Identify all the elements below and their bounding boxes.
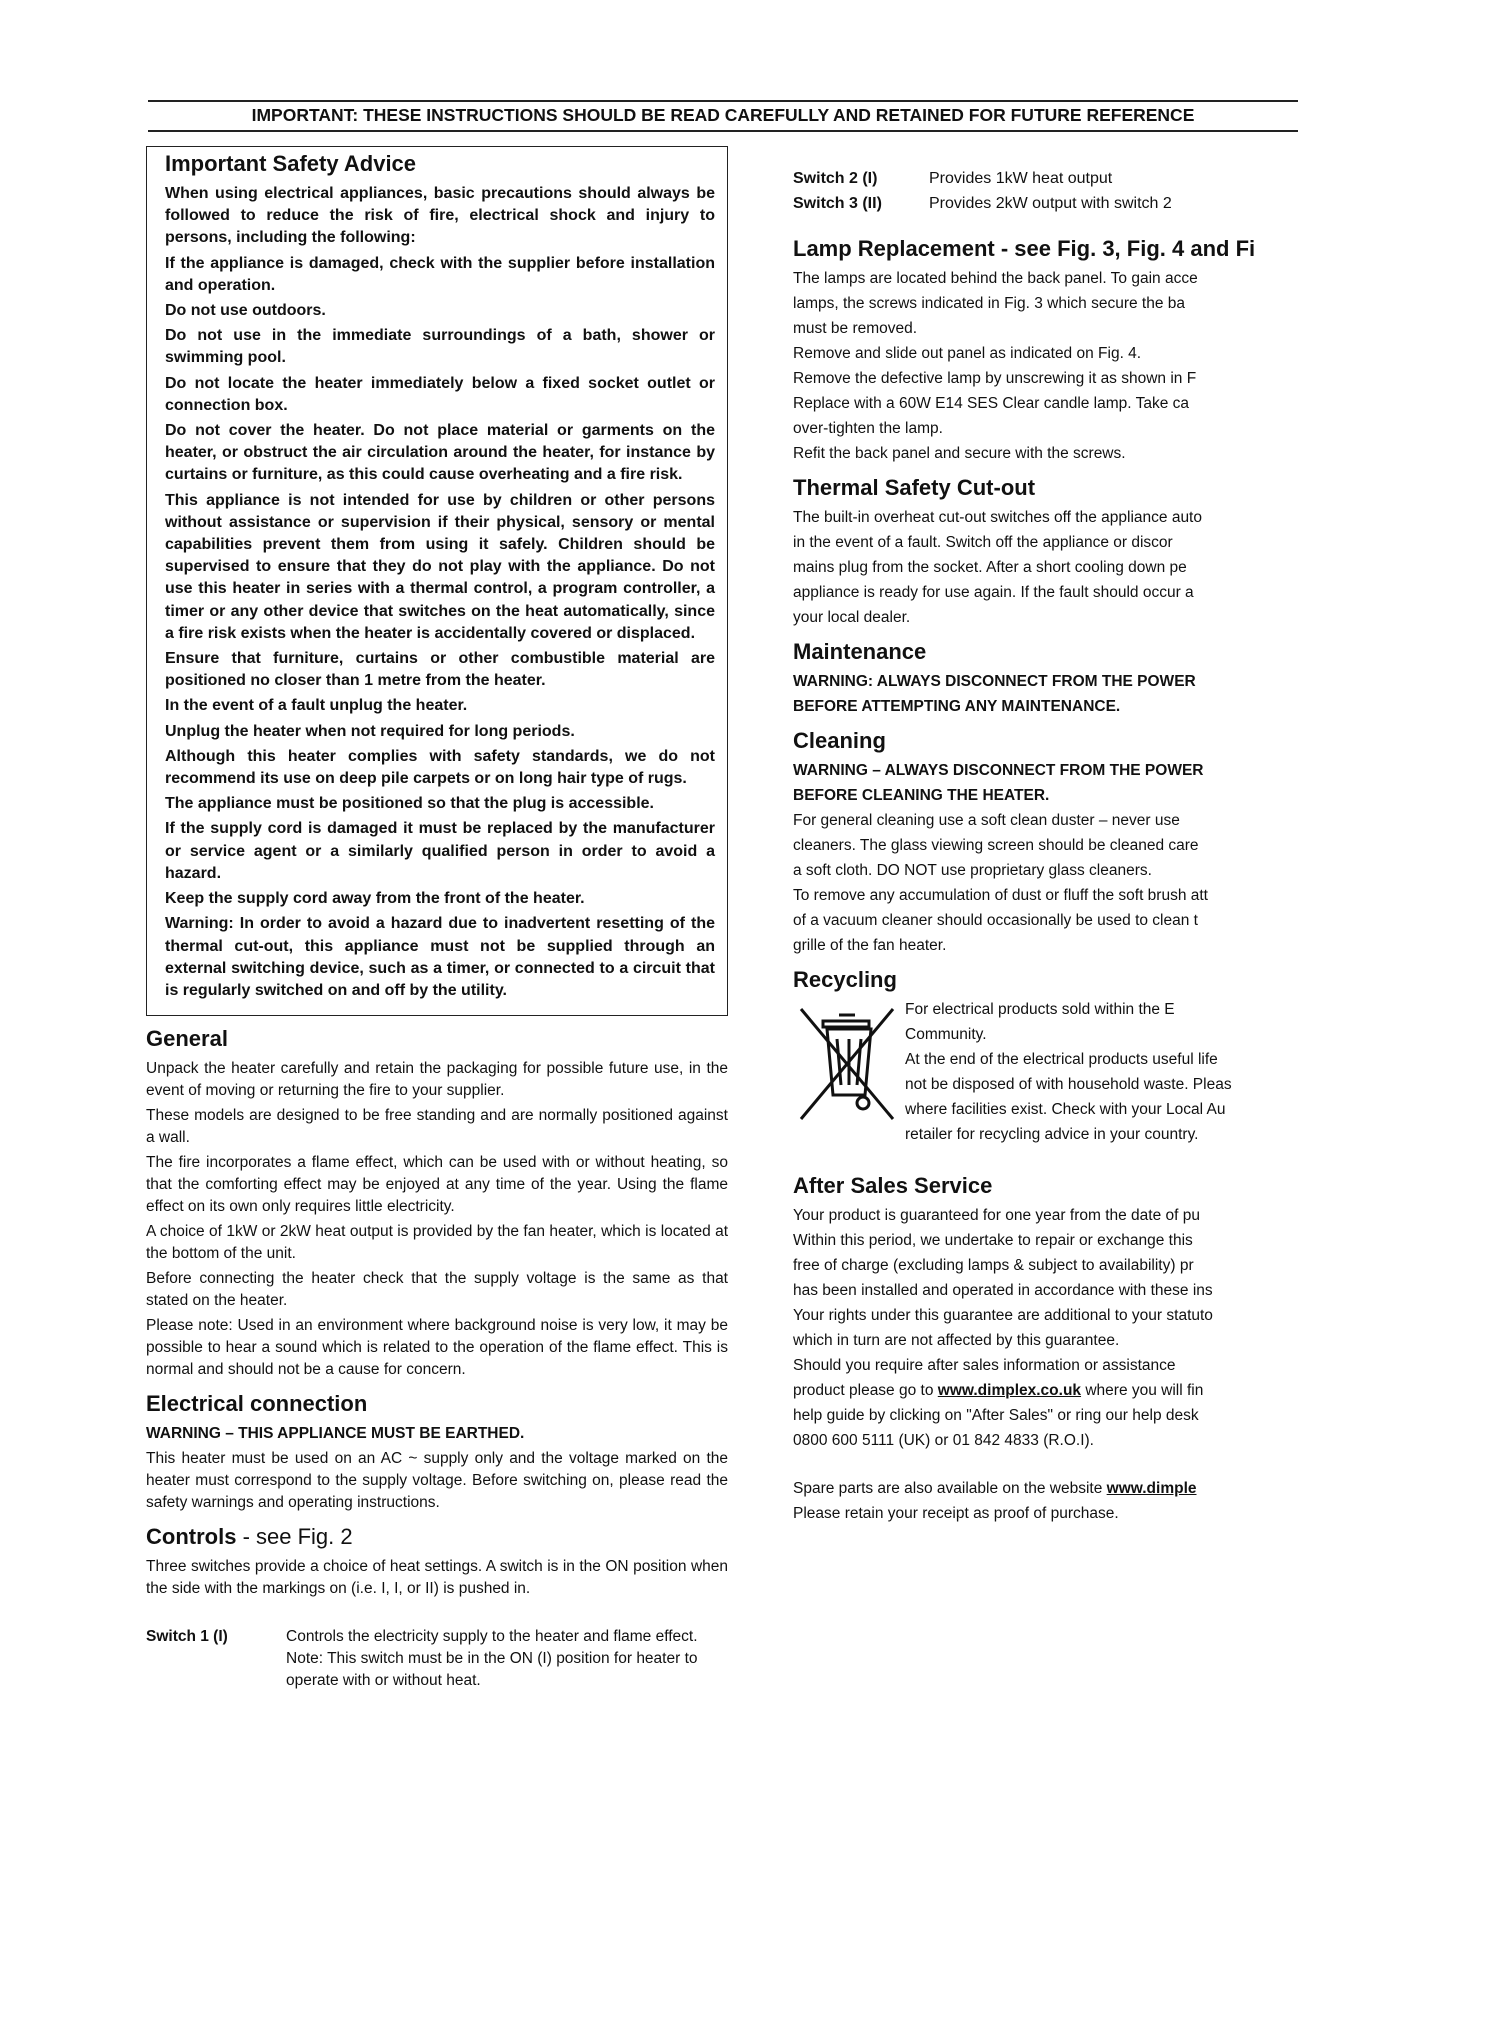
thermal-line: your local dealer.: [793, 609, 911, 626]
cleaning-title: Cleaning: [793, 728, 886, 753]
right-column: [793, 166, 1299, 1528]
recycling-line: Community.: [905, 1026, 987, 1043]
recycling-line: where facilities exist. Check with your Local Au: [905, 1101, 1226, 1118]
switch-1-text: Controls the electricity supply to the heater and flame effect. Note: This switch must be in the ON (I) position for heater to operate with or without heat.: [286, 1628, 698, 1690]
cleaning-warning: WARNING – ALWAYS DISCONNECT FROM THE POWER: [793, 762, 1204, 779]
thermal-line: in the event of a fault. Switch off the appliance or discor: [793, 534, 1173, 551]
spare-parts-line: Spare parts are also available on the website www.dimple: [793, 1480, 1197, 1497]
recycling-line: At the end of the electrical products useful life: [905, 1051, 1218, 1068]
after-sales-line: Within this period, we undertake to repair or exchange this: [793, 1232, 1193, 1249]
thermal-line: The built-in overheat cut-out switches off the appliance auto: [793, 509, 1202, 526]
switch-2-row: [793, 166, 1299, 191]
safety-paragraph: Ensure that furniture, curtains or other combustible material are positioned no closer than 1 metre from the heater.: [165, 650, 715, 690]
general-title: General: [146, 1026, 228, 1052]
after-sales-line: Should you require after sales information or assistance: [793, 1357, 1176, 1374]
after-sales-line: Your product is guaranteed for one year from the date of pu: [793, 1207, 1200, 1224]
controls-title: Controls - see Fig. 2: [146, 1524, 353, 1550]
after-sales-line: has been installed and operated in accordance with these ins: [793, 1282, 1213, 1299]
switch-3-row: [793, 191, 1299, 216]
safety-paragraph: The appliance must be positioned so that the plug is accessible.: [165, 795, 654, 813]
switch-3-text: Provides 2kW output with switch 2: [929, 195, 1172, 212]
maintenance-warning: BEFORE ATTEMPTING ANY MAINTENANCE.: [793, 698, 1121, 715]
dimplex-link[interactable]: www.dimplex.co.uk: [937, 1382, 1082, 1399]
general-paragraph: A choice of 1kW or 2kW heat output is provided by the fan heater, which is located at the bottom of the unit.: [146, 1223, 728, 1263]
safety-paragraph: Do not cover the heater. Do not place material or garments on the heater, or obstruct the air circulation around the heater, for instance by curtains or furniture, as this could cause overheating and a fire risk.: [165, 422, 715, 484]
cleaning-warning: BEFORE CLEANING THE HEATER.: [793, 787, 1050, 804]
safety-advice-box: [146, 146, 728, 1016]
safety-paragraph: If the supply cord is damaged it must be replaced by the manufacturer or service agent or a similarly qualified person in order to avoid a hazard.: [165, 820, 715, 882]
safety-paragraph: Do not use outdoors.: [165, 302, 326, 320]
electrical-warning: WARNING – THIS APPLIANCE MUST BE EARTHED.: [146, 1425, 525, 1443]
after-sales-line: help guide by clicking on "After Sales" or ring our help desk: [793, 1407, 1199, 1424]
cleaning-line: cleaners. The glass viewing screen should be cleaned care: [793, 837, 1199, 854]
general-paragraph: These models are designed to be free standing and are normally positioned against a wall.: [146, 1107, 728, 1147]
general-paragraph: The fire incorporates a flame effect, which can be used with or without heating, so that the comforting effect may be enjoyed at any time of the year. Using the flame effect on its own only requires little electricity.: [146, 1154, 728, 1216]
electrical-title: Electrical connection: [146, 1391, 368, 1417]
lamp-line: Refit the back panel and secure with the screws.: [793, 445, 1126, 462]
switch-1-row: [146, 1626, 728, 1692]
lamp-line: must be removed.: [793, 320, 918, 337]
thermal-line: appliance is ready for use again. If the fault should occur a: [793, 584, 1194, 601]
switch-1-label: Switch 1 (I): [146, 1628, 228, 1646]
maintenance-warning: WARNING: ALWAYS DISCONNECT FROM THE POWER: [793, 673, 1196, 690]
general-paragraph: Unpack the heater carefully and retain the packaging for possible future use, in the event of moving or returning the fire to your supplier.: [146, 1060, 728, 1100]
left-column: [146, 146, 728, 1692]
safety-paragraph: Warning: In order to avoid a hazard due to inadvertent resetting of the thermal cut-out, this appliance must not be supplied through an external switching device, such as a timer, or connected to a circuit that is regularly switched on and off by the utility.: [165, 915, 715, 999]
maintenance-title: Maintenance: [793, 639, 927, 664]
lamp-line: lamps, the screws indicated in Fig. 3 which secure the ba: [793, 295, 1185, 312]
lamp-title: Lamp Replacement - see Fig. 3, Fig. 4 and Fi: [793, 236, 1256, 261]
after-sales-line: free of charge (excluding lamps & subject to availability) pr: [793, 1257, 1194, 1274]
after-sales-link-line: product please go to www.dimplex.co.uk where you will fin: [793, 1382, 1204, 1399]
lamp-line: over-tighten the lamp.: [793, 420, 943, 437]
safety-paragraph: Unplug the heater when not required for long periods.: [165, 722, 575, 740]
recycling-line: retailer for recycling advice in your country.: [905, 1126, 1199, 1143]
recycling-title: Recycling: [793, 967, 897, 992]
page-header: IMPORTANT: THESE INSTRUCTIONS SHOULD BE READ CAREFULLY AND RETAINED FOR FUTURE REFERENCE: [148, 100, 1298, 132]
safety-paragraph: When using electrical appliances, basic precautions should always be followed to reduce the risk of fire, electrical shock and injury to persons, including the following:: [165, 185, 715, 247]
cleaning-line: To remove any accumulation of dust or fluff the soft brush att: [793, 887, 1208, 904]
recycling-line: not be disposed of with household waste. Pleas: [905, 1076, 1232, 1093]
safety-paragraph: Do not locate the heater immediately below a fixed socket outlet or connection box.: [165, 374, 715, 414]
safety-advice-title: Important Safety Advice: [165, 151, 417, 176]
after-sales-line: which in turn are not affected by this guarantee.: [793, 1332, 1120, 1349]
switch-2-text: Provides 1kW heat output: [929, 170, 1113, 187]
safety-paragraph: This appliance is not intended for use by children or other persons without assistance or supervision if their physical, sensory or mental capabilities prevent them from using it safely. Children should be supervised to ensure that they do not play with the appliance. Do not use this heater in series with a thermal control, a program controller, a timer or any other device that switches on the heat automatically, since a fire risk exists when the heater is accidentally covered or displaced.: [165, 491, 715, 642]
spare-parts-link[interactable]: www.dimple: [1106, 1480, 1197, 1497]
controls-text: Three switches provide a choice of heat settings. A switch is in the ON position when the side with the markings on (i.e. I, I, or II) is pushed in.: [146, 1558, 728, 1598]
switch-2-label: Switch 2 (I): [793, 170, 878, 187]
lamp-line: The lamps are located behind the back panel. To gain acce: [793, 270, 1198, 287]
cleaning-line: a soft cloth. DO NOT use proprietary glass cleaners.: [793, 862, 1152, 879]
recycling-line: For electrical products sold within the E: [905, 1001, 1175, 1018]
general-paragraph: Before connecting the heater check that the supply voltage is the same as that stated on the heater.: [146, 1270, 728, 1310]
safety-paragraph: If the appliance is damaged, check with the supplier before installation and operation.: [165, 254, 715, 294]
switch-3-label: Switch 3 (II): [793, 195, 882, 212]
cleaning-line: grille of the fan heater.: [793, 937, 947, 954]
thermal-line: mains plug from the socket. After a short cooling down pe: [793, 559, 1187, 576]
recycling-block: [793, 999, 1299, 1149]
safety-paragraph: Although this heater complies with safety standards, we do not recommend its use on deep pile carpets or on long hair type of rugs.: [165, 747, 715, 788]
safety-paragraph: Do not use in the immediate surroundings of a bath, shower or swimming pool.: [165, 327, 715, 367]
crossed-out-wheelie-bin-icon: [793, 999, 901, 1133]
thermal-title: Thermal Safety Cut-out: [793, 475, 1036, 500]
after-sales-title: After Sales Service: [793, 1173, 993, 1198]
safety-paragraph: In the event of a fault unplug the heater.: [165, 697, 468, 715]
receipt-line: Please retain your receipt as proof of purchase.: [793, 1505, 1119, 1522]
cleaning-line: of a vacuum cleaner should occasionally be used to clean t: [793, 912, 1198, 929]
lamp-line: Replace with a 60W E14 SES Clear candle lamp. Take ca: [793, 395, 1190, 412]
after-sales-line: 0800 600 5111 (UK) or 01 842 4833 (R.O.I).: [793, 1432, 1094, 1449]
lamp-line: Remove the defective lamp by unscrewing it as shown in F: [793, 370, 1197, 387]
lamp-line: Remove and slide out panel as indicated on Fig. 4.: [793, 345, 1142, 362]
safety-paragraph: Keep the supply cord away from the front of the heater.: [165, 890, 585, 908]
general-paragraph: Please note: Used in an environment where background noise is very low, it may be possible to hear a sound which is related to the operation of the flame effect. This is normal and should not be a cause for concern.: [146, 1317, 728, 1379]
cleaning-line: For general cleaning use a soft clean duster – never use: [793, 812, 1180, 829]
electrical-text: This heater must be used on an AC ~ supply only and the voltage marked on the heater must correspond to the supply voltage. Before switching on, please read the safety warnings and operating instructions.: [146, 1450, 728, 1512]
after-sales-line: Your rights under this guarantee are additional to your statuto: [793, 1307, 1213, 1324]
recycling-text: [905, 999, 1232, 1149]
